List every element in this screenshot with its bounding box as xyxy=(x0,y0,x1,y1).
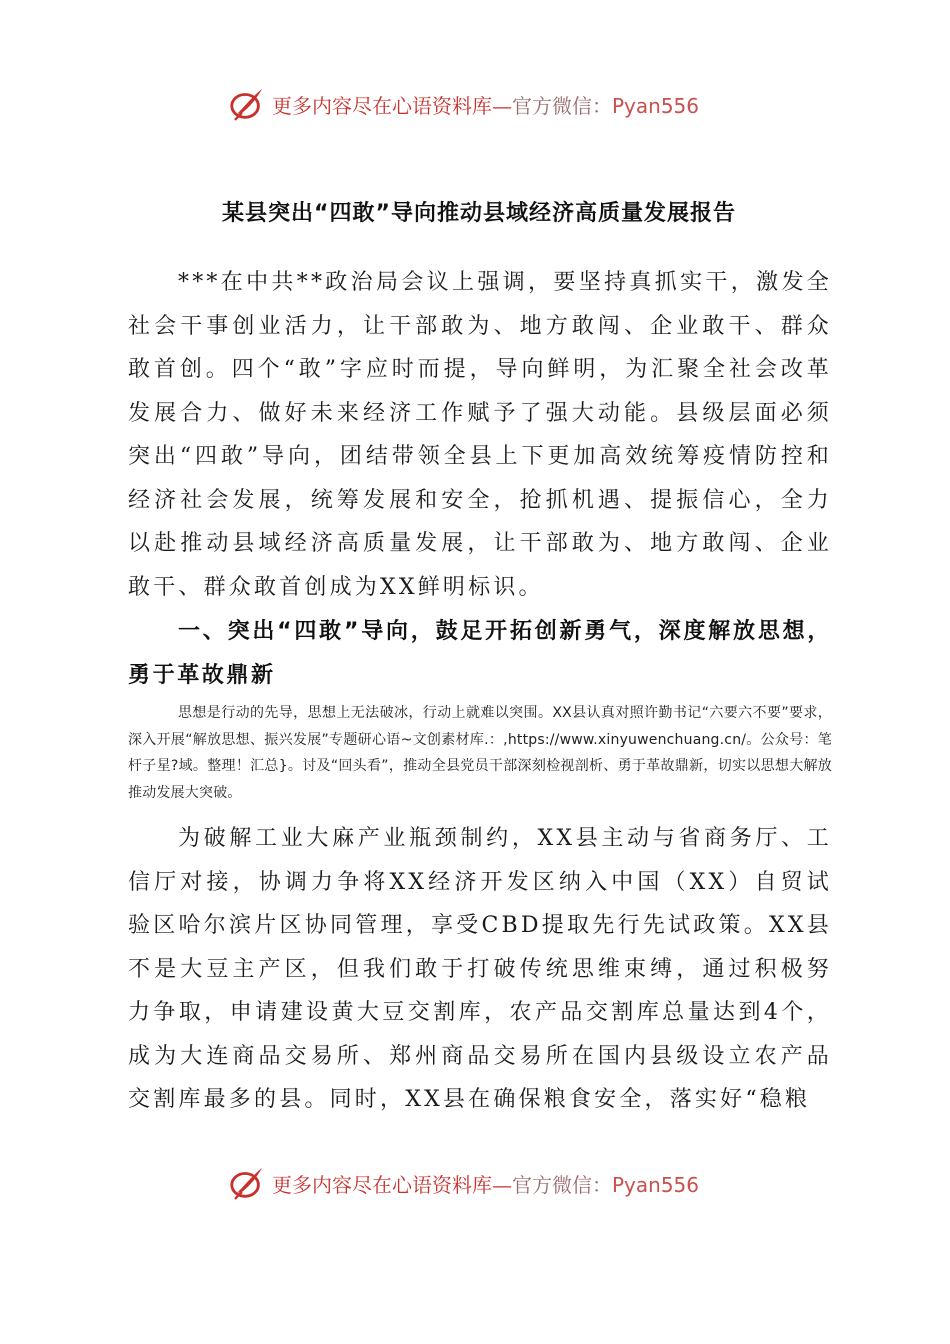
header-banner xyxy=(228,84,748,124)
banner-text xyxy=(272,90,699,119)
quill-pen-logo-icon xyxy=(228,85,266,123)
document-title: 某县突出“四敢”导向推动县域经济高质量发展报告 xyxy=(222,201,736,226)
banner-main-text: 更多内容尽在心语资料库— xyxy=(272,93,512,118)
body-paragraph-2: 为破解工业大麻产业瓶颈制约，XX县主动与省商务厅、工信厅对接，协调力争将XX经济开发区纳入中国（XX）自贸试验区哈尔滨片区协同管理，享受CBD提取先行先试政策。XX县不是大豆主产区，但我们敢于打破传统思维束缚，通过积极努力争取，申请建设黄大豆交割库，农产品交割库总量达到4个，成为大连商品交易所、郑州商品交易所在国内县级设立农产品交割库最多的县。同时，XX县在确保粮食安全，落实好“稳粮 xyxy=(128,826,832,1112)
footer-banner-main-text: 更多内容尽在心语资料库— xyxy=(272,1172,512,1197)
banner-wechat-id: Pyan556 xyxy=(612,93,700,118)
footer-banner-text xyxy=(272,1169,699,1198)
section-heading-1: 一、突出“四敢”导向，鼓足开拓创新勇气，深度解放思想，勇于革故鼎新 xyxy=(128,619,832,688)
body-paragraph-1: ***在中共**政治局会议上强调，要坚持真抓实干，激发全社会干事创业活力，让干部敢为、地方敢闯、企业敢干、群众敢首创。四个“敢”字应时而提，导向鲜明，为汇聚全社会改革发展合力、做好未来经济工作赋予了强大动能。县级层面必须突出“四敢”导向，团结带领全县上下更加高效统筹疫情防控和经济社会发展，统筹发展和安全，抢抓机遇、提振信心，全力以赴推动县域经济高质量发展，让干部敢为、地方敢闯、企业敢干、群众敢首创成为XX鲜明标识。 xyxy=(128,270,832,600)
quill-pen-logo-icon xyxy=(228,1164,266,1202)
footer-banner-wechat-label: 官方微信： xyxy=(512,1172,612,1197)
body-paragraph-small: 思想是行动的先导，思想上无法破冰，行动上就难以突围。XX县认真对照许勤书记“六要六不要”要求，深入开展“解放思想、振兴发展”专题研心语~文创素材库.：,https://www.xinyuwenchuang.cn/。公众号：笔杆子星?域。整理！汇总}。讨及“回头看”，推动全县党员干部深刻检视剖析、勇于革故鼎新，切实以思想大解放推动发展大突破。 xyxy=(128,705,832,801)
footer-banner xyxy=(228,1163,748,1203)
footer-banner-wechat-id: Pyan556 xyxy=(612,1172,700,1197)
banner-wechat-label: 官方微信： xyxy=(512,93,612,118)
